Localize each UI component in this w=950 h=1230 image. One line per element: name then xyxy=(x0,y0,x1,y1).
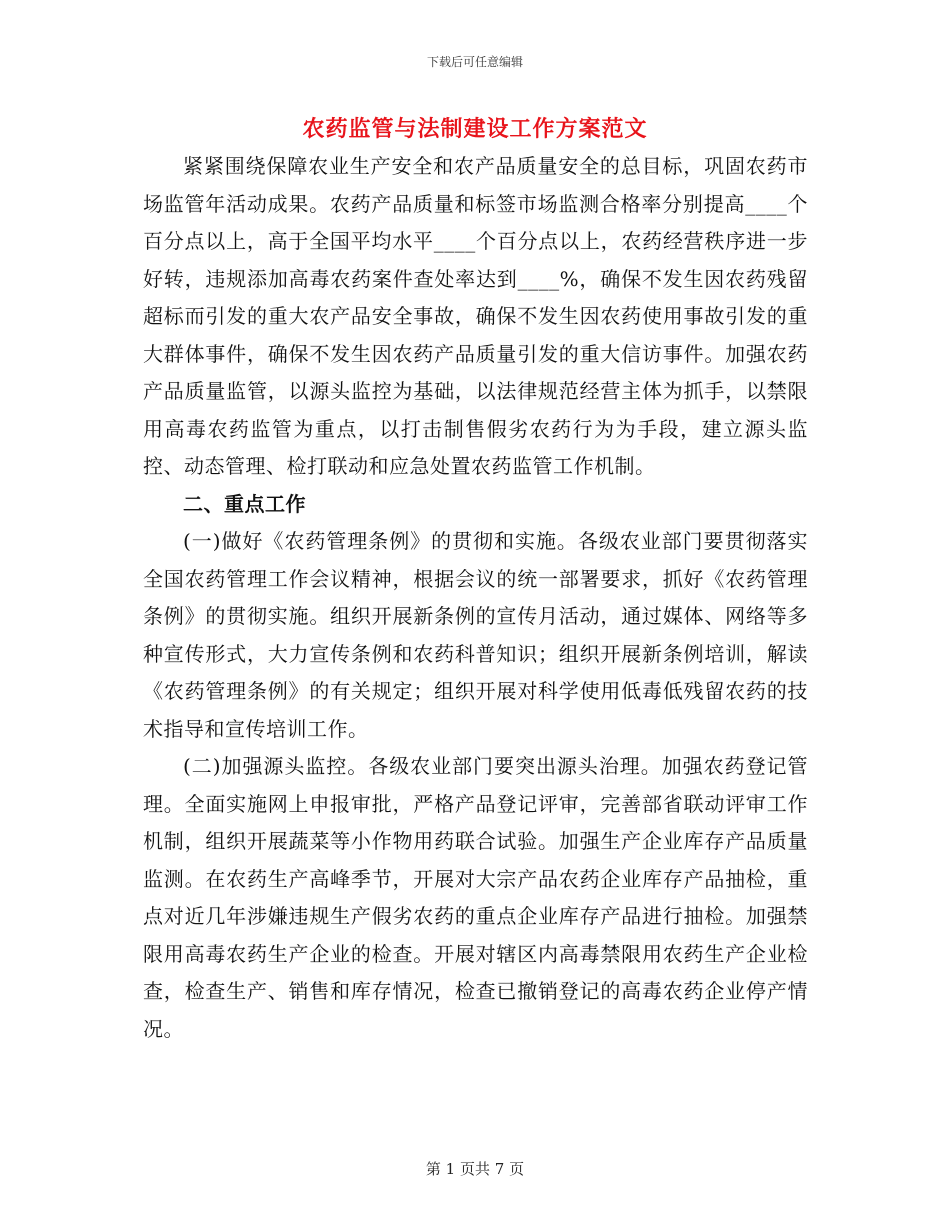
page-footer: 第 1 页共 7 页 xyxy=(425,1160,525,1178)
intro-paragraph: 紧紧围绕保障农业生产安全和农产品质量安全的总目标，巩固农药市场监管年活动成果。农药产品质量和标签市场监测合格率分别提高____个百分点以上，高于全国平均水平____个百分点以上，农药经营秩序进一步好转，违规添加高毒农药案件查处率达到____%，确保不发生因农药残留超标而引发的重大农产品安全事故，确保不发生因农药使用事故引发的重大群体事件，确保不发生因农药产品质量引发的重大信访事件。加强农药产品质量监管，以源头监控为基础，以法律规范经营主体为抓手，以禁限用高毒农药监管为重点，以打击制售假劣农药行为为手段，建立源头监控、动态管理、检打联动和应急处置农药监管工作机制。 xyxy=(143,154,808,478)
section-paragraph-1: (一)做好《农药管理条例》的贯彻和实施。各级农业部门要贯彻落实全国农药管理工作会议精神，根据会议的统一部署要求，抓好《农药管理条例》的贯彻实施。组织开展新条例的宣传月活动，通过媒体、网络等多种宣传形式，大力宣传条例和农药科普知识；组织开展新条例培训，解读《农药管理条例》的有关规定；组织开展对科学使用低毒低残留农药的技术指导和宣传培训工作。 xyxy=(143,529,808,741)
section-paragraph-2: (二)加强源头监控。各级农业部门要突出源头治理。加强农药登记管理。全面实施网上申报审批，严格产品登记评审，完善部省联动评审工作机制，组织开展蔬菜等小作物用药联合试验。加强生产企业库存产品质量监测。在农药生产高峰季节，开展对大宗产品农药企业库存产品抽检，重点对近几年涉嫌违规生产假劣农药的重点企业库存产品进行抽检。加强禁限用高毒农药生产企业的检查。开展对辖区内高毒禁限用农药生产企业检查，检查生产、销售和库存情况，检查已撤销登记的高毒农药企业停产情况。 xyxy=(143,754,808,1041)
document-body xyxy=(143,148,808,1048)
document-title: 农药监管与法制建设工作方案范文 xyxy=(302,116,648,142)
section-heading-key-work: 二、重点工作 xyxy=(183,491,306,516)
page-header: 下载后可任意编辑 xyxy=(426,55,523,69)
